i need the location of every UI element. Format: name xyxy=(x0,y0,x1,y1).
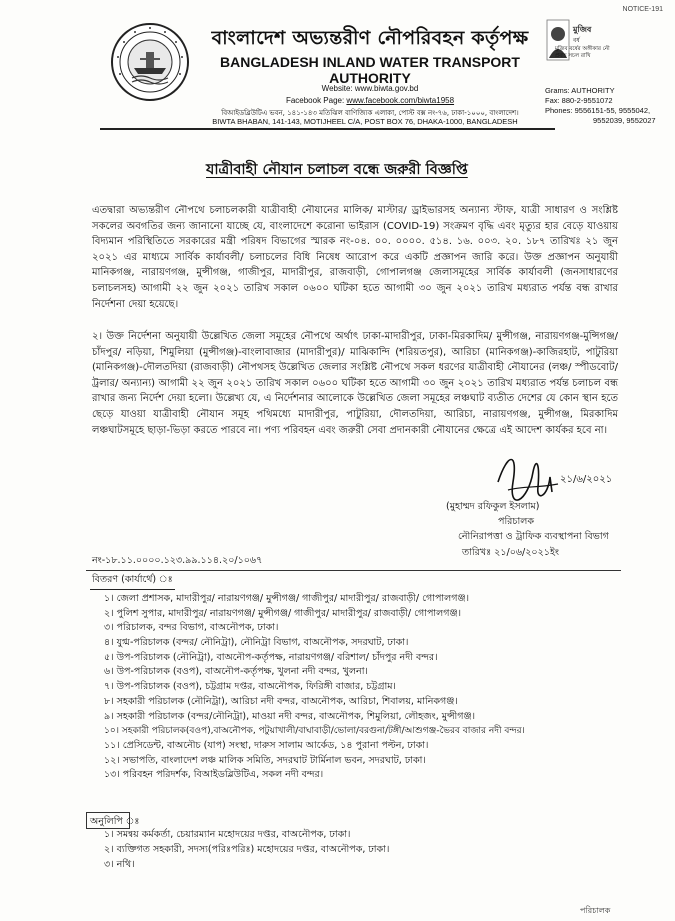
contact-fax: Fax: 880-2-9551072 xyxy=(545,96,613,105)
list-item: ৭। উপ-পরিচালক (বওপ), চট্টগ্রাম দপ্তর, বাঅনৌপক, ফিরিঙ্গী বাজার, চট্টগ্রাম। xyxy=(104,681,396,693)
reference-number: নং-১৮.১১.০০০০.১২৩.৯৯.১১৪.২০/১০৬৭ xyxy=(92,555,263,566)
contact-block xyxy=(545,86,656,126)
header-divider xyxy=(100,128,555,130)
distribution-divider xyxy=(86,570,621,571)
list-item: ২। পুলিশ সুপার, মাদারীপুর/ নারায়ণগঞ্জ/ মুন্সীগঞ্জ/ গাজীপুর/ মাদারীপুর/ রাজবাড়ী/ গোপালগঞ্জ। xyxy=(104,607,461,619)
authority-title-bn: বাংলাদেশ অভ্যন্তরীণ নৌপরিবহন কর্তৃপক্ষ xyxy=(211,27,529,49)
biwta-logo-icon xyxy=(110,22,190,102)
list-item: ১। সমন্বয় কর্মকর্তা, চেয়ারম্যান মহোদয়ের দপ্তর, বাঅনৌপক, ঢাকা। xyxy=(104,829,351,840)
svg-text:মুজিব: মুজিব xyxy=(573,25,592,34)
authority-title-en: BANGLADESH INLAND WATER TRANSPORT AUTHORITY xyxy=(220,54,520,86)
list-item: ৮। সহকারী পরিচালক (নৌনিট্রা), আরিচা নদী বন্দর, বাঅনৌপক, আরিচা, শিবালয়, মানিকগঞ্জ। xyxy=(104,695,458,707)
signature-date: ২১/৬/২০২১ xyxy=(560,474,613,485)
distribution-title: বিতরণ (কার্যার্থে) ঃ xyxy=(90,573,175,590)
list-item: ১২। সভাপতি, বাংলাদেশ লঞ্চ মালিক সমিতি, সদরঘাট টার্মিনাল ভবন, সদরঘাট, ঢাকা। xyxy=(104,754,426,766)
address-en: BIWTA BHABAN, 141-143, MOTIJHEEL C/A, POST BOX 76, DHAKA-1000, BANGLADESH xyxy=(212,117,518,126)
copy-title: অনুলিপি ঃ xyxy=(90,816,140,827)
website-line: Website: www.biwta.gov.bd xyxy=(321,84,419,93)
copy-list xyxy=(104,827,624,872)
notice-id: NOTICE-191 xyxy=(622,6,663,13)
contact-phones-cont: 9552039, 9552027 xyxy=(593,116,656,125)
facebook-line xyxy=(200,96,540,105)
address-bn: বিআইডব্লিউটিএ ভবন, ১৪১-১৪৩ মতিঝিল বাণিজ্যিক এলাকা, পোস্ট বক্স নং-৭৬, ঢাকা-১০০০, বাংলাদেশ। xyxy=(221,109,519,117)
notice-subject: যাত্রীবাহী নৌযান চলাচল বন্ধে জরুরী বিজ্ঞপ্তি xyxy=(206,162,468,178)
right-logo-caption: মুজিব বর্ষের অঙ্গীকার নৌ প্রবাহ সচল রাখি xyxy=(555,46,610,59)
svg-text:বর্ষ: বর্ষ xyxy=(573,37,580,44)
list-item: ১৩। পরিবহন পরিদর্শক, বিআইডব্লিউটিএ, সকল নদী বন্দর। xyxy=(104,769,324,781)
signatory-designation: পরিচালক xyxy=(498,516,534,527)
distribution-list xyxy=(104,592,624,783)
list-item: ৯। সহকারী পরিচালক (বন্দর/নৌনিট্রা), মাওয়া নদী বন্দর, বাঅনৌপক, শিমুলিয়া, লৌহজং, মুন্সীগঞ্জ। xyxy=(104,710,476,722)
contact-grams: Grams: AUTHORITY xyxy=(545,86,615,95)
list-item: ১। জেলা প্রশাসক, মাদারীপুর/ নারায়ণগঞ্জ/ মুন্সীগঞ্জ/ গাজীপুর/ মাদারীপুর/ রাজবাড়ী/ গোপালগঞ্জ। xyxy=(104,593,469,604)
signatory-division: নৌনিরাপত্তা ও ট্রাফিক ব্যবস্থাপনা বিভাগ xyxy=(458,531,609,542)
list-item: ৪। যুগ্ম-পরিচালক (বন্দর/ নৌনিট্রা), নৌনিট্রা বিভাগ, বাঅনৌপক, সদরঘাট, ঢাকা। xyxy=(104,637,409,649)
list-item: ৩। পরিচালক, বন্দর বিভাগ, বাঅনৌপক, ঢাকা। xyxy=(104,622,279,634)
list-item: ২। ব্যক্তিগত সহকারী, সদস্য(পরিঃপরিঃ) মহোদয়ের দপ্তর, বাঅনৌপক, ঢাকা। xyxy=(104,844,390,855)
paragraph-2: ২। উক্ত নির্দেশনা অনুযায়ী উল্লেখিত জেলা সমূহের নৌপথে অর্থাৎ ঢাকা-মাদারীপুর, ঢাকা-মিরকাদিম/ মুন্সীগঞ্জ, নারায়ণগঞ্জ-মুন্সিগঞ্জ/ চাঁদপুর/ নড়িয়া, শিমুলিয়া (মুন্সীগঞ্জ)-বাংলাবাজার (মাদারীপুর)/ মাঝিকান্দি (শরিয়তপুর), আরিচা (মানিকগঞ্জ)-কাজিরহাট, পাটুরিয়া (মানিকগঞ্জ)-দৌলতদিয়া (রাজবাড়ী) নৌপথসহ উল্লেখিত জেলার সংশ্লিষ্ট নৌপথে সকল ধরণের যাত্রীবাহী নৌযানের (লঞ্চ/ স্পীডবোট/ ট্রলার/ অন্যান্য) আগামী ২২ জুন ২০২১ তারিখ সকাল ০৬০০ ঘটিকা হতে আগামী ৩০ জুন ২০২১ তারিখ মধ্যরাত পর্যন্ত চলাচল বন্ধ রাখার জন্য নির্দেশ দেয়া হলো। উল্লেখ্য যে, এ নির্দেশনার আলোকে উল্লেখিত জেলা সমূহের লঞ্চঘাট ব্যতীত দেশের যে কোন স্থান হতে ছেড়ে যাওয়া যাত্রীবাহী নৌযান সমূহ পথিমধ্যে মাদারীপুর, পাটুরিয়া, দৌলতদিয়া, আরিচা, নারায়ণগঞ্জ, মুন্সীগঞ্জ, মিরকাদিম লঞ্চঘাটসমূহে ছাড়া-ভিড়া করতে পারবে না। পণ্য পরিবহন এবং জরুরী সেবা প্রদানকারী নৌযানের ক্ষেত্রে এই আদেশ কার্যকর হবে না। xyxy=(92,331,618,436)
list-item: ১১। প্রেসিডেন্ট, বাঅনৌচ (যাপ) সংস্থা, দারুস সালাম আর্কেড, ১৪ পুরানা পল্টন, ঢাকা। xyxy=(104,739,429,751)
facebook-label: Facebook Page: xyxy=(285,96,347,105)
signatory-name: (মুহাম্মদ রফিকুল ইসলাম) xyxy=(446,501,540,512)
bottom-fragment: পরিচালক xyxy=(580,906,611,915)
list-item: ৫। উপ-পরিচালক (নৌনিট্রা), বাঅনৌপ-কর্তৃপক্ষ, নারায়ণগঞ্জ/ বরিশাল/ চাঁদপুর নদী বন্দর। xyxy=(104,651,438,663)
contact-phones: Phones: 9556151-55, 9555042, xyxy=(545,106,651,115)
issue-date: তারিখঃ ২১/০৬/২০২১ইং xyxy=(462,547,559,558)
list-item: ১০। সহকারী পরিচালক(বওপ),বাঅনৌপক, পটুয়াখালী/বাঘাবাড়ী/ভোলা/বরগুনা/টঙ্গী/আশুগঞ্জ-ভৈরব বাজার নদী বন্দর। xyxy=(104,726,525,737)
list-item: ৬। উপ-পরিচালক (বওপ), বাঅনৌপ-কর্তৃপক্ষ, খুলনা নদী বন্দর, খুলনা। xyxy=(104,666,368,678)
list-item: ৩। নথি। xyxy=(104,859,135,870)
facebook-link[interactable]: www.facebook.com/biwta1958 xyxy=(346,96,455,105)
paragraph-1: এতদ্বারা অভ্যন্তরীণ নৌপথে চলাচলকারী যাত্রীবাহী নৌযানের মালিক/ মাস্টার/ ড্রাইভারসহ অন্যান্য স্টাফ, যাত্রী সাধারণ ও সংশ্লিষ্ট সকলের অবগতির জন্য জানানো যাচ্ছে যে, বাংলাদেশে করোনা ভাইরাস (COVID-19) সংক্রমণ বৃদ্ধি এবং মৃত্যুর হার বেড়ে যাওয়ায় বিদ্যমান পরিস্থিতিতে সরকারের মন্ত্রী পরিষদ বিভাগের স্মারক নং-০৪. ০০. ০০০০. ৫১৪. ১৬. ০০৩. ২০. ১৮৭ তারিখঃ ২১ জুন ২০২১ এর মাধ্যমে সার্বিক কার্যাবলী/ চলাচলের বিধি নিষেধ আরোপ করে একটি প্রজ্ঞাপন জারি করে। উক্ত প্রজ্ঞাপন অনুযায়ী মানিকগঞ্জ, নারায়ণগঞ্জ, মুন্সীগঞ্জ, গাজীপুর, মাদারীপুর, রাজবাড়ী, গোপালগঞ্জ জেলাসমূহের সার্বিক কার্যাবলী (জনসাধারণের চলাচলসহ) আগামী ২২ জুন ২০২১ তারিখ সকাল ০৬০০ ঘটিকা হতে আগামী ৩০ জুন ২০২১ তারিখ মধ্যরাত পর্যন্ত বন্ধ রাখার নির্দেশনা দেয়া হয়েছে। xyxy=(92,205,618,310)
